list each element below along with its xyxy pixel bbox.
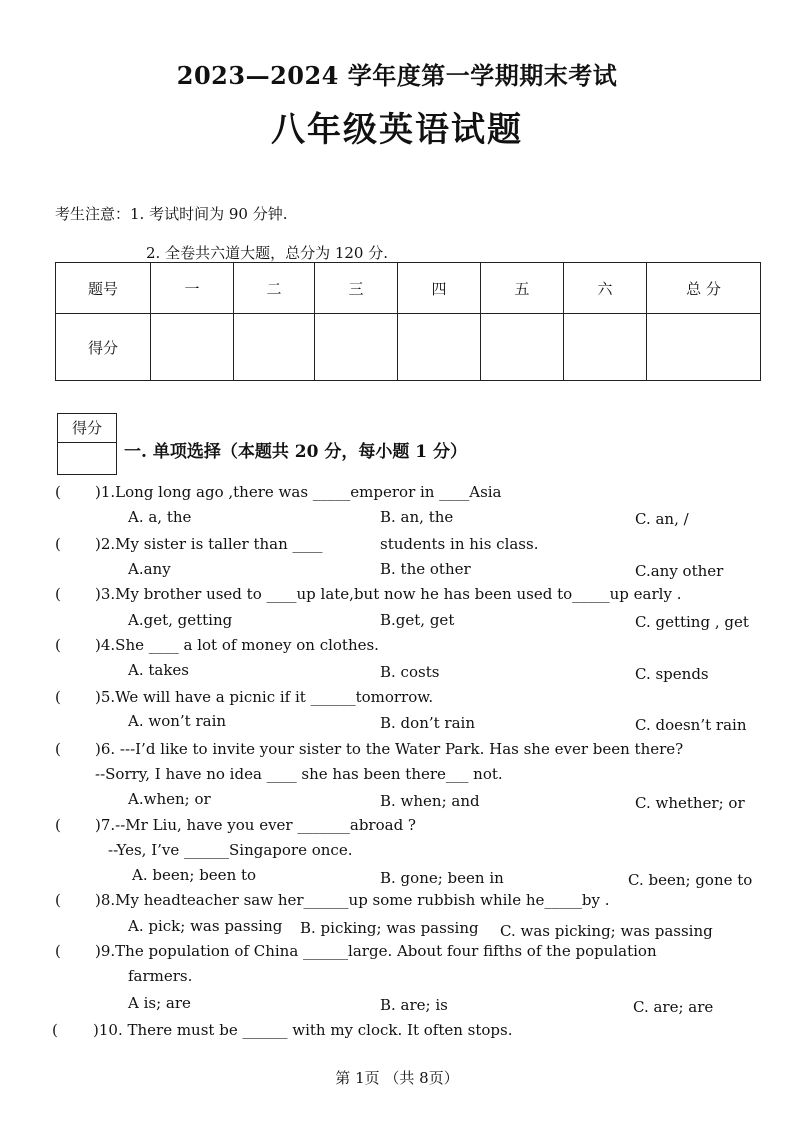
- option-b: B.get, get: [380, 611, 455, 629]
- score-table-col-4: 四: [398, 263, 481, 314]
- option-a: A. a, the: [128, 508, 192, 526]
- section-score-box: [57, 413, 117, 475]
- score-table-col-6: 六: [564, 263, 647, 314]
- notice-label: 考生注意：: [55, 205, 131, 223]
- option-a: A. been; been to: [132, 866, 257, 884]
- option-c: C. an, /: [635, 510, 689, 528]
- option-a: A. won’t rain: [128, 712, 227, 730]
- option-a: A. pick; was passing: [128, 917, 283, 935]
- question-stem-cont: --Yes, I’ve ______Singapore once.: [108, 841, 353, 859]
- answer-paren[interactable]: (: [55, 535, 61, 553]
- score-table-col-5: 五: [481, 263, 564, 314]
- option-c: C. whether; or: [635, 794, 745, 812]
- score-table-col-1: 一: [151, 263, 234, 314]
- question-stem: )8.My headteacher saw her______up some rubbish while he_____by .: [95, 891, 610, 909]
- score-cell[interactable]: [151, 314, 234, 381]
- option-c: C. getting , get: [635, 613, 749, 631]
- question-stem: )9.The population of China ______large. About four fifths of the population: [95, 942, 657, 960]
- score-cell[interactable]: [315, 314, 398, 381]
- question-stem: )5.We will have a picnic if it ______tomorrow.: [95, 688, 434, 706]
- question-stem: )6. ---I’d like to invite your sister to the Water Park. Has she ever been there?: [95, 740, 684, 758]
- option-a: A. takes: [128, 661, 190, 679]
- answer-paren[interactable]: (: [55, 942, 61, 960]
- option-a: A.get, getting: [128, 611, 233, 629]
- answer-paren[interactable]: (: [55, 816, 61, 834]
- option-b: B. costs: [380, 663, 440, 681]
- notice-text-2: 2. 全卷共六道大题，总分为 120 分.: [146, 244, 389, 262]
- answer-paren[interactable]: (: [55, 740, 61, 758]
- notice-line1: [55, 203, 288, 224]
- score-table-col-total: 总 分: [647, 263, 761, 314]
- score-table-score-row: [56, 314, 761, 381]
- section-score-label: 得分: [58, 414, 116, 443]
- notice-text-1: 1. 考试时间为 90 分钟.: [130, 205, 288, 223]
- section1-title: 一. 单项选择（本题共 20 分，每小题 1 分）: [124, 442, 467, 462]
- option-b: B. gone; been in: [380, 869, 504, 887]
- answer-paren[interactable]: (: [55, 636, 61, 654]
- option-b: B. picking; was passing: [300, 919, 479, 937]
- question-stem-cont: --Sorry, I have no idea ____ she has been there___ not.: [95, 765, 503, 783]
- score-table-col-3: 三: [315, 263, 398, 314]
- answer-paren[interactable]: (: [52, 1021, 58, 1039]
- score-table-row-label: 题号: [56, 263, 151, 314]
- score-table-col-2: 二: [234, 263, 315, 314]
- option-c: C. are; are: [633, 998, 714, 1016]
- option-c: C. doesn’t rain: [635, 716, 747, 734]
- score-cell[interactable]: [481, 314, 564, 381]
- option-b: B. don’t rain: [380, 714, 475, 732]
- question-stem: )10. There must be ______ with my clock. It often stops.: [93, 1021, 513, 1039]
- option-a: A is; are: [128, 994, 191, 1012]
- option-c: C. was picking; was passing: [500, 922, 713, 940]
- answer-paren[interactable]: (: [55, 585, 61, 603]
- question-stem-cont: farmers.: [128, 967, 193, 985]
- score-table-header-row: [56, 263, 761, 314]
- option-c: C. been; gone to: [628, 871, 753, 889]
- score-cell[interactable]: [647, 314, 761, 381]
- score-cell[interactable]: [398, 314, 481, 381]
- score-cell[interactable]: [234, 314, 315, 381]
- option-c: C.any other: [635, 562, 724, 580]
- score-table-row-label: 得分: [56, 314, 151, 381]
- question-stem: )1.Long long ago ,there was _____emperor in ____Asia: [95, 483, 502, 501]
- question-stem: )7.--Mr Liu, have you ever _______abroad ?: [95, 816, 416, 834]
- option-a: A.when; or: [128, 790, 211, 808]
- option-b: B. the other: [380, 560, 471, 578]
- exam-title-line2: 八年级英语试题: [271, 110, 523, 150]
- page-footer: 第 1页 （共 8页）: [335, 1069, 459, 1087]
- question-stem: )3.My brother used to ____up late,but now he has been used to_____up early .: [95, 585, 682, 603]
- option-a: A.any: [128, 560, 171, 578]
- option-b: B. an, the: [380, 508, 454, 526]
- question-stem: )4.She ____ a lot of money on clothes.: [95, 636, 379, 654]
- option-c: C. spends: [635, 665, 709, 683]
- question-stem-cont: students in his class.: [380, 535, 539, 553]
- question-stem: )2.My sister is taller than ____: [95, 535, 323, 553]
- answer-paren[interactable]: (: [55, 891, 61, 909]
- option-b: B. when; and: [380, 792, 480, 810]
- score-table: [55, 262, 761, 381]
- exam-title-line1: 2023—2024 学年度第一学期期末考试: [176, 61, 618, 90]
- answer-paren[interactable]: (: [55, 483, 61, 501]
- option-b: B. are; is: [380, 996, 448, 1014]
- answer-paren[interactable]: (: [55, 688, 61, 706]
- score-cell[interactable]: [564, 314, 647, 381]
